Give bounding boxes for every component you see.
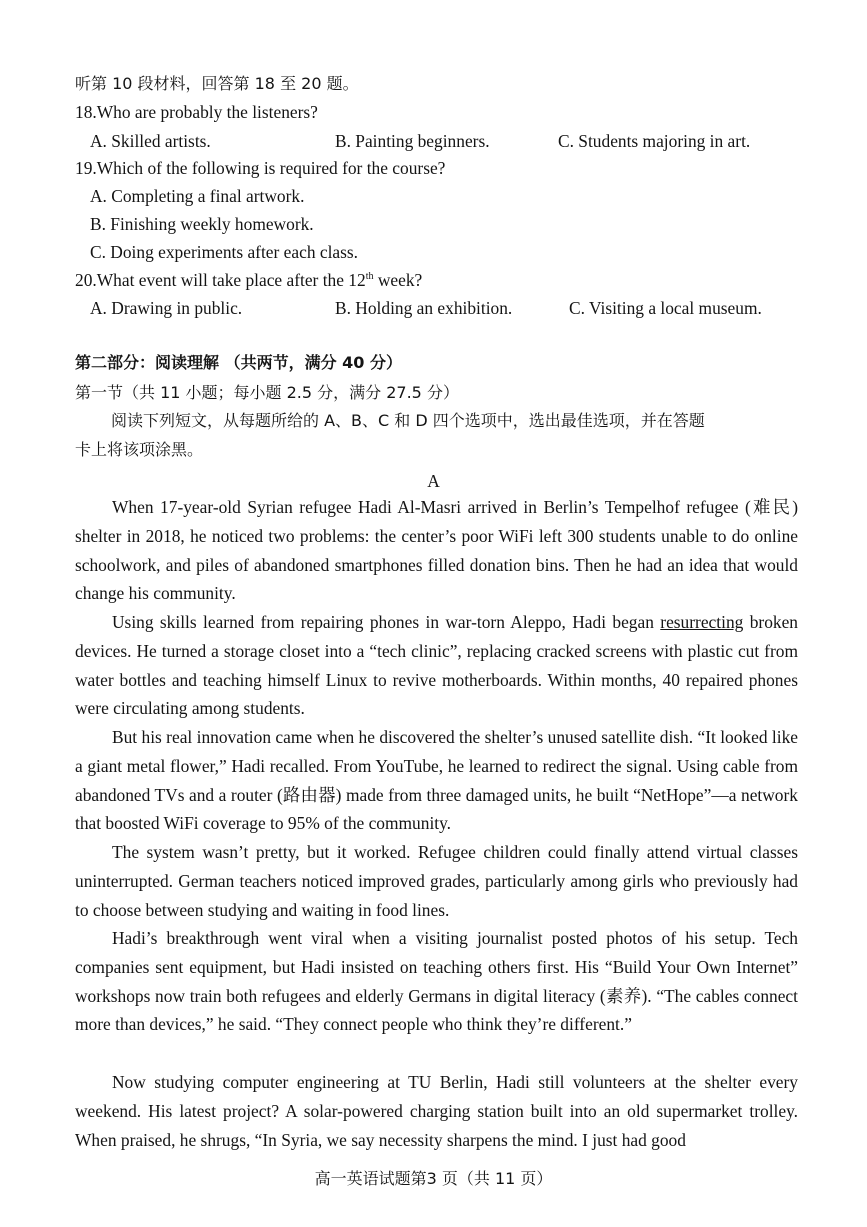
passage-label: A xyxy=(427,471,440,491)
underlined-word: resurrecting xyxy=(660,612,744,632)
question-18-option-c: C. Students majoring in art. xyxy=(558,131,751,151)
paragraph-2: Using skills learned from repairing phones in war-torn Aleppo, Hadi began resurrecting broken devices. He turned a storage closet into a “tech clinic”, replacing cracked screens with plastic cut from water bottles and teaching himself Linux to revive motherboards. Within months, 40 repaired phones were circulating among students. xyxy=(75,612,799,719)
paragraph-3: But his real innovation came when he discovered the shelter’s unused satellite dish. “It looked like a giant metal flower,” Hadi recalled. From YouTube, he learned to redirect the signal. Using cable from abandoned TVs and a router (路由器) made from three damaged units, he built “NetHope”—a network that boosted WiFi coverage to 95% of the community. xyxy=(75,727,798,834)
question-18-option-b: B. Painting beginners. xyxy=(335,131,490,151)
question-18-option-a: A. Skilled artists. xyxy=(90,131,211,151)
question-20-option-a: A. Drawing in public. xyxy=(90,298,243,318)
paragraph-5: Hadi’s breakthrough went viral when a visiting journalist posted photos of his setup. Tech companies sent equipment, but Hadi insisted on teaching others first. His “Build Your Own Internet” workshops now train both refugees and elderly Germans in digital literacy (素养). “The cables connect more than devices,” he said. “They connect people who think they’re different.” xyxy=(75,928,798,1035)
paragraph-1: When 17-year-old Syrian refugee Hadi Al-Masri arrived in Berlin’s Tempelhof refugee (难民) shelter in 2018, he noticed two problems: the center’s poor WiFi left 300 students unable to do online schoolwork, and piles of abandoned smartphones filled donation bins. Then he had an idea that would change his community. xyxy=(75,497,798,604)
paragraph-6: Now studying computer engineering at TU Berlin, Hadi still volunteers at the shelter every weekend. His latest project? A solar-powered charging station built into an old supermarket trolley. When praised, he shrugs, “In Syria, we say necessity sharpens the mind. I just had good xyxy=(75,1072,798,1150)
directions-line-1: 阅读下列短文，从每题所给的 A、B、C 和 D 四个选项中，选出最佳选项，并在答题 xyxy=(111,411,705,430)
listening-instruction: 听第 10 段材料，回答第 18 至 20 题。 xyxy=(75,74,359,93)
question-19-option-b: B. Finishing weekly homework. xyxy=(90,214,314,234)
page-footer: 高一英语试题第3 页（共 11 页） xyxy=(314,1169,553,1188)
question-20-option-c: C. Visiting a local museum. xyxy=(569,298,762,318)
part-two-title: 第二部分：阅读理解 （共两节，满分 40 分） xyxy=(75,353,402,372)
directions-line-2: 卡上将该项涂黑。 xyxy=(75,440,204,459)
question-20-option-b: B. Holding an exhibition. xyxy=(335,298,513,318)
question-20-stem: 20.What event will take place after the 12th week? xyxy=(75,270,423,290)
question-18-stem: 18.Who are probably the listeners? xyxy=(75,102,318,122)
paragraph-4: The system wasn’t pretty, but it worked. Refugee children could finally attend virtual classes uninterrupted. German teachers noticed improved grades, particularly among girls who previously had to choose between studying and waiting in food lines. xyxy=(75,842,798,920)
question-19-stem: 19.Which of the following is required for the course? xyxy=(75,158,446,178)
question-19-option-c: C. Doing experiments after each class. xyxy=(90,242,359,262)
section-one-title: 第一节（共 11 小题；每小题 2.5 分，满分 27.5 分） xyxy=(75,383,459,402)
question-19-option-a: A. Completing a final artwork. xyxy=(90,186,305,206)
